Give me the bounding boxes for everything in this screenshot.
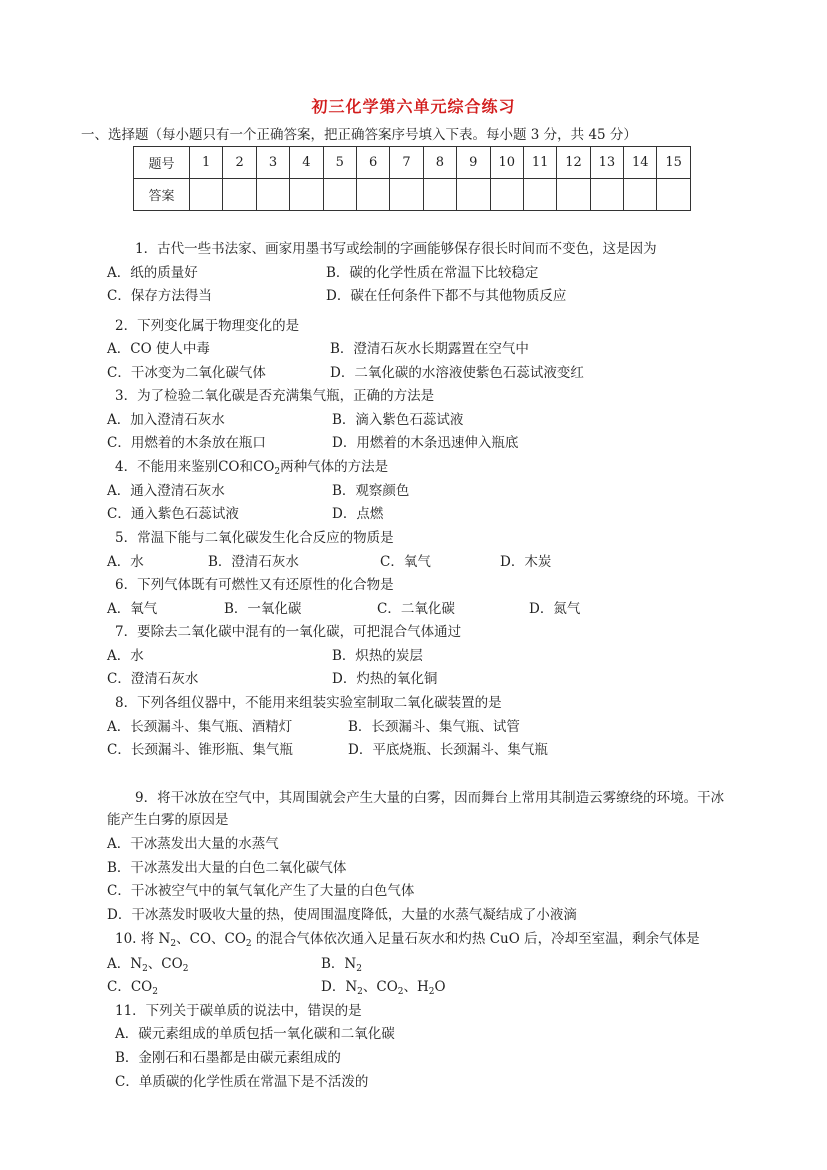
question-number-cell: 3 [256,147,289,179]
answer-cell[interactable] [223,179,256,211]
q10-stem-part: 10. 将 N [115,931,171,947]
section-heading: 一、选择题（每小题只有一个正确答案，把正确答案序号填入下表。每小题 3 分，共 45 分） [81,127,637,143]
q4-option-a: A．通入澄清石灰水 [107,483,225,499]
q9-option-a: A．干冰蒸发出大量的水蒸气 [107,836,279,852]
q2-option-a: A．CO 使人中毒 [107,341,210,357]
answer-cell[interactable] [356,179,389,211]
answer-cell[interactable] [390,179,423,211]
q2-option-b: B．澄清石灰水长期露置在空气中 [330,341,529,357]
q10-option-d [321,979,446,995]
q10-sub: 2 [245,939,252,949]
question-number-cell: 10 [490,147,523,179]
question-number-cell: 12 [557,147,590,179]
q8-option-c: C．长颈漏斗、锥形瓶、集气瓶 [107,742,293,758]
q1-option-c: C．保存方法得当 [107,288,212,304]
q2-option-d: D．二氧化碳的水溶液使紫色石蕊试液变红 [330,365,584,381]
q3-option-a: A．加入澄清石灰水 [107,412,225,428]
answer-cell[interactable] [624,179,657,211]
q8-option-a: A．长颈漏斗、集气瓶、酒精灯 [107,719,293,735]
q1-stem: 1．古代一些书法家、画家用墨书写或绘制的字画能够保存很长时间而不变色，这是因为 [135,241,657,257]
q4-stem-post: 两种气体的方法是 [280,459,389,475]
q4-stem-sub: 2 [274,467,281,477]
question-number-cell: 13 [590,147,623,179]
q7-option-b: B．炽热的炭层 [332,648,423,664]
q7-option-a: A．水 [107,648,144,664]
q5-option-c: C．氧气 [380,554,431,570]
q10-option-d-part: 、CO [362,979,398,995]
question-number-cell: 2 [223,147,256,179]
q10-option-c [107,979,158,995]
q1-option-a: A．纸的质量好 [107,265,198,281]
q5-option-b: B．澄清石灰水 [208,554,299,570]
answer-table [133,146,691,211]
q10-sub: 2 [152,987,158,997]
answer-cell[interactable] [523,179,556,211]
q10-option-b [321,956,362,972]
question-number-cell: 7 [390,147,423,179]
q4-option-d: D．点燃 [332,506,384,522]
question-number-cell: 15 [657,147,690,179]
q4-stem [115,459,388,475]
q10-option-a-part: 、CO [147,956,183,972]
q6-option-d: D．氮气 [529,601,581,617]
q8-option-b: B．长颈漏斗、集气瓶、试管 [348,719,520,735]
answer-table-number-row [134,147,691,179]
q4-option-c: C．通入紫色石蕊试液 [107,506,239,522]
q10-sub: 2 [356,964,362,974]
q4-option-b: B．观察颜色 [332,483,410,499]
q6-stem: 6．下列气体既有可燃性又有还原性的化合物是 [115,577,394,593]
q11-option-a: A．碳元素组成的单质包括一氧化碳和二氧化碳 [115,1026,395,1042]
q10-sub: 2 [428,987,435,997]
question-number-cell: 4 [290,147,323,179]
q9-option-b: B．干冰蒸发出大量的白色二氧化碳气体 [107,860,347,876]
q3-option-b: B．滴入紫色石蕊试液 [332,412,464,428]
question-number-cell: 5 [323,147,356,179]
q2-stem: 2．下列变化属于物理变化的是 [115,318,300,334]
q4-stem-pre: 4．不能用来鉴别CO和CO [115,459,275,475]
q1-option-b: B．碳的化学性质在常温下比较稳定 [326,265,539,281]
answer-cell[interactable] [256,179,289,211]
answer-row-label: 答案 [134,179,190,211]
q6-option-c: C．二氧化碳 [377,601,455,617]
q9-option-c: C．干冰被空气中的氧气氧化产生了大量的白色气体 [107,883,415,899]
answer-cell[interactable] [323,179,356,211]
q3-option-c: C．用燃着的木条放在瓶口 [107,435,266,451]
question-number-cell: 14 [624,147,657,179]
q5-option-d: D．木炭 [500,554,552,570]
q10-option-a [107,956,188,972]
q3-option-d: D．用燃着的木条迅速伸入瓶底 [332,435,519,451]
answer-cell[interactable] [657,179,690,211]
q10-option-d-part: O [434,979,446,995]
q10-option-a-part: A．N [107,956,143,972]
q11-option-c: C．单质碳的化学性质在常温下是不活泼的 [115,1074,369,1090]
number-row-label: 题号 [134,147,190,179]
q10-option-d-part: D．N [321,979,358,995]
q10-option-c-part: C．CO [107,979,153,995]
answer-cell[interactable] [423,179,456,211]
answer-cell[interactable] [457,179,490,211]
question-number-cell: 8 [423,147,456,179]
answer-cell[interactable] [557,179,590,211]
q9-stem-line1: 9．将干冰放在空气中，其周围就会产生大量的白雾，因而舞台上常用其制造云雾缭绕的环境。干冰 [135,790,725,806]
q7-stem: 7．要除去二氧化碳中混有的一氧化碳，可把混合气体通过 [115,624,462,640]
answer-cell[interactable] [590,179,623,211]
q8-stem: 8．下列各组仪器中，不能用来组装实验室制取二氧化碳装置的是 [115,695,502,711]
q5-option-a: A．水 [107,554,144,570]
page-title: 初三化学第六单元综合练习 [311,97,516,116]
q9-stem-line2: 能产生白雾的原因是 [107,812,229,828]
q10-sub: 2 [357,987,363,997]
q10-sub: 2 [182,964,189,974]
q10-sub: 2 [170,939,177,949]
q11-option-b: B．金刚石和石墨都是由碳元素组成的 [115,1050,341,1066]
q7-option-d: D．灼热的氧化铜 [332,671,438,687]
q1-option-d: D．碳在任何条件下都不与其他物质反应 [326,288,567,304]
q10-stem [115,931,700,947]
q6-option-a: A．氧气 [107,601,158,617]
answer-cell[interactable] [290,179,323,211]
question-number-cell: 1 [190,147,223,179]
question-number-cell: 11 [523,147,556,179]
q9-option-d: D．干冰蒸发时吸收大量的热，使周围温度降低，大量的水蒸气凝结成了小液滴 [107,907,577,923]
q10-stem-part: 、CO、CO [176,931,246,947]
q8-option-d: D．平底烧瓶、长颈漏斗、集气瓶 [348,742,548,758]
answer-table-answer-row [134,179,691,211]
q5-stem: 5．常温下能与二氧化碳发生化合反应的物质是 [115,530,394,546]
q11-stem: 11．下列关于碳单质的说法中，错误的是 [115,1003,362,1019]
q10-option-d-part: 、H [403,979,429,995]
q3-stem: 3．为了检验二氧化碳是否充满集气瓶，正确的方法是 [115,388,435,404]
answer-cell[interactable] [490,179,523,211]
question-number-cell: 9 [457,147,490,179]
question-number-cell: 6 [356,147,389,179]
q2-option-c: C．干冰变为二氧化碳气体 [107,365,266,381]
q7-option-c: C．澄清石灰水 [107,671,199,687]
q10-option-b-part: B．N [321,956,357,972]
q10-sub: 2 [142,964,148,974]
q6-option-b: B．一氧化碳 [224,601,302,617]
answer-cell[interactable] [190,179,223,211]
q10-stem-part: 的混合气体依次通入足量石灰水和灼热 CuO 后，冷却至室温，剩余气体是 [251,931,700,947]
q10-sub: 2 [397,987,404,997]
